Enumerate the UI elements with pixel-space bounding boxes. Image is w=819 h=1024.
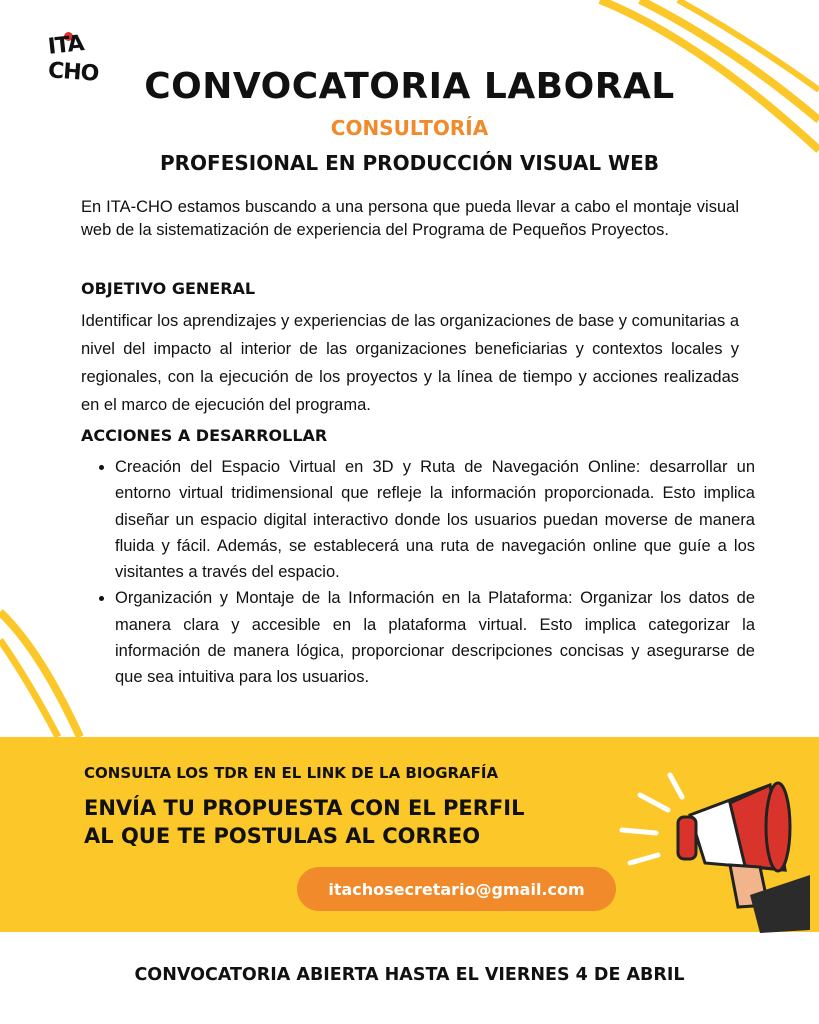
role-title: PROFESIONAL EN PRODUCCIÓN VISUAL WEB	[159, 151, 660, 175]
email-link[interactable]: itachosecretario@gmail.com	[297, 867, 616, 911]
objective-text: Identificar los aprendizajes y experiencias de las organizaciones de base y comunitarias a nivel del impacto al interior de las organizaciones beneficiarias y contextos locales y regionales, con la ejecución de los proyectos y la línea de tiempo y acciones realizadas en el marco de ejecución del programa.	[81, 312, 739, 414]
cta-send-proposal: ENVÍA TU PROPUESTA CON EL PERFIL AL QUE TE POSTULAS AL CORREO	[84, 796, 525, 848]
intro-paragraph: En ITA-CHO estamos buscando a una persona que pueda llevar a cabo el montaje visual web de la sistematización de experiencia del Programa de Pequeños Proyectos.	[81, 198, 739, 239]
action-item: • Organización y Montaje de la Información en la Plataforma: Organizar los datos de manera clara y accesible en la plataforma virtual. Esto implica categorizar la información de manera lógica, proporcionar descripciones concisas y asegurarse de que sea intuitiva para los usuarios.	[115, 585, 755, 690]
page-subtitle: CONSULTORÍA	[330, 116, 489, 140]
objective-heading: OBJETIVO GENERAL	[81, 279, 256, 298]
deadline-footer: CONVOCATORIA ABIERTA HASTA EL VIERNES 4 DE ABRIL	[134, 965, 685, 985]
actions-heading: ACCIONES A DESARROLLAR	[81, 426, 328, 445]
page-title: CONVOCATORIA LABORAL	[144, 66, 675, 107]
logo-line2: CHO	[47, 58, 100, 87]
cta-consult-tdr: CONSULTA LOS TDR EN EL LINK DE LA BIOGRAFÍA	[84, 764, 499, 782]
logo-line1: ITA	[46, 31, 85, 60]
megaphone-icon	[610, 755, 810, 935]
actions-list	[99, 454, 755, 691]
action-item: • Creación del Espacio Virtual en 3D y Ruta de Navegación Online: desarrollar un entorno virtual tridimensional que refleje la información proporcionada. Esto implica diseñar un espacio digital interactivo donde los usuarios puedan moverse de manera fluida y fácil. Además, se establecerá una ruta de navegación online que guíe a los visitantes a través del espacio.	[115, 454, 755, 585]
